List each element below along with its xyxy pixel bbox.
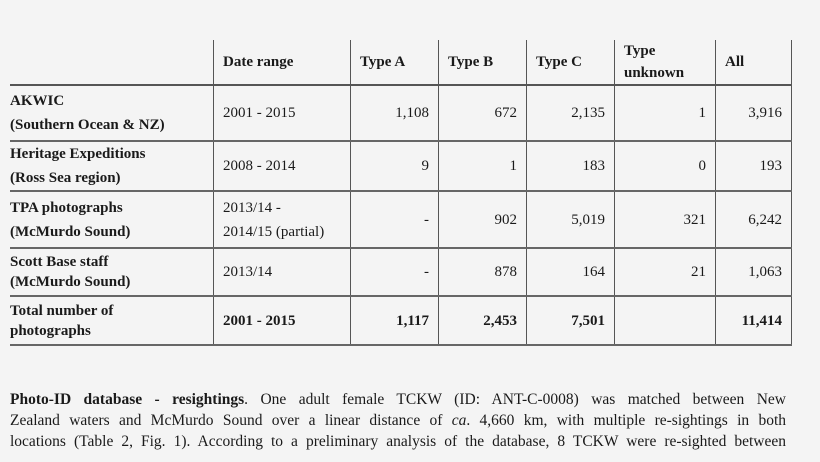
paragraph-line-2 <box>10 410 786 431</box>
type-a-cell: 1,108 <box>351 85 439 141</box>
type-b-cell: 1 <box>439 141 527 191</box>
type-a-cell: 9 <box>351 141 439 191</box>
paragraph-lead-heading: Photo-ID database - resightings <box>10 391 245 408</box>
total-label-line2: photographs <box>10 322 91 339</box>
type-c-cell: 5,019 <box>527 191 615 248</box>
type-b-cell: 902 <box>439 191 527 248</box>
total-all-cell: 11,414 <box>716 296 792 345</box>
date-cell <box>214 191 351 248</box>
body-paragraph <box>10 389 786 452</box>
photo-id-table <box>10 40 792 346</box>
date-cell: 2013/14 <box>214 248 351 296</box>
header-type-unknown <box>615 40 716 85</box>
total-type-b-cell: 2,453 <box>439 296 527 345</box>
type-a-cell: - <box>351 248 439 296</box>
paragraph-line2-text-b: . 4,660 km, with multiple re-sightings in both <box>466 412 786 429</box>
header-type-unknown-line1: Type <box>624 43 656 59</box>
source-cell <box>10 191 214 248</box>
header-type-c: Type C <box>527 40 615 85</box>
date-cell: 2001 - 2015 <box>214 85 351 141</box>
table-row <box>10 191 792 248</box>
type-c-cell: 183 <box>527 141 615 191</box>
total-type-a-cell: 1,117 <box>351 296 439 345</box>
total-label-cell <box>10 296 214 345</box>
type-b-cell: 672 <box>439 85 527 141</box>
paragraph-line2-text-a: Zealand waters and McMurdo Sound over a linear distance of <box>10 412 452 429</box>
header-type-unknown-line2: unknown <box>624 65 685 81</box>
paragraph-line-3: locations (Table 2, Fig. 1). According to a preliminary analysis of the database, 8 TCKW were re-sighted between <box>10 433 786 450</box>
header-type-a: Type A <box>351 40 439 85</box>
paragraph-line1-text: . One adult female TCKW (ID: ANT-C-0008) was matched between New <box>244 391 786 408</box>
header-source <box>10 40 214 85</box>
source-name: TPA photographs <box>10 199 123 216</box>
paragraph-line2-italic: ca <box>451 412 467 429</box>
header-type-b: Type B <box>439 40 527 85</box>
header-date-range: Date range <box>214 40 351 85</box>
table-row <box>10 85 792 141</box>
source-cell <box>10 248 214 296</box>
type-unknown-cell: 1 <box>615 85 716 141</box>
all-cell: 1,063 <box>716 248 792 296</box>
all-cell: 193 <box>716 141 792 191</box>
date-cell: 2008 - 2014 <box>214 141 351 191</box>
type-b-cell: 878 <box>439 248 527 296</box>
date-line1: 2013/14 - <box>223 199 281 216</box>
source-name: Heritage Expeditions <box>10 146 146 162</box>
all-cell: 3,916 <box>716 85 792 141</box>
source-region: (McMurdo Sound) <box>10 274 131 290</box>
date-line2: 2014/15 (partial) <box>223 223 325 240</box>
paragraph-line-1 <box>10 389 786 410</box>
table-row <box>10 248 792 296</box>
type-c-cell: 164 <box>527 248 615 296</box>
total-date-cell: 2001 - 2015 <box>214 296 351 345</box>
type-unknown-cell: 21 <box>615 248 716 296</box>
source-cell <box>10 85 214 141</box>
all-cell: 6,242 <box>716 191 792 248</box>
table-header-row <box>10 40 792 85</box>
type-unknown-cell: 321 <box>615 191 716 248</box>
total-type-unknown-cell <box>615 296 716 345</box>
header-all: All <box>716 40 792 85</box>
source-name: Scott Base staff <box>10 254 109 270</box>
type-c-cell: 2,135 <box>527 85 615 141</box>
type-a-cell: - <box>351 191 439 248</box>
table-total-row <box>10 296 792 345</box>
type-unknown-cell: 0 <box>615 141 716 191</box>
table-row <box>10 141 792 191</box>
source-region: (Ross Sea region) <box>10 170 121 186</box>
total-type-c-cell: 7,501 <box>527 296 615 345</box>
source-cell <box>10 141 214 191</box>
source-region: (Southern Ocean & NZ) <box>10 117 165 133</box>
source-region: (McMurdo Sound) <box>10 223 131 240</box>
total-label-line1: Total number of <box>10 302 114 319</box>
source-name: AKWIC <box>10 93 65 109</box>
